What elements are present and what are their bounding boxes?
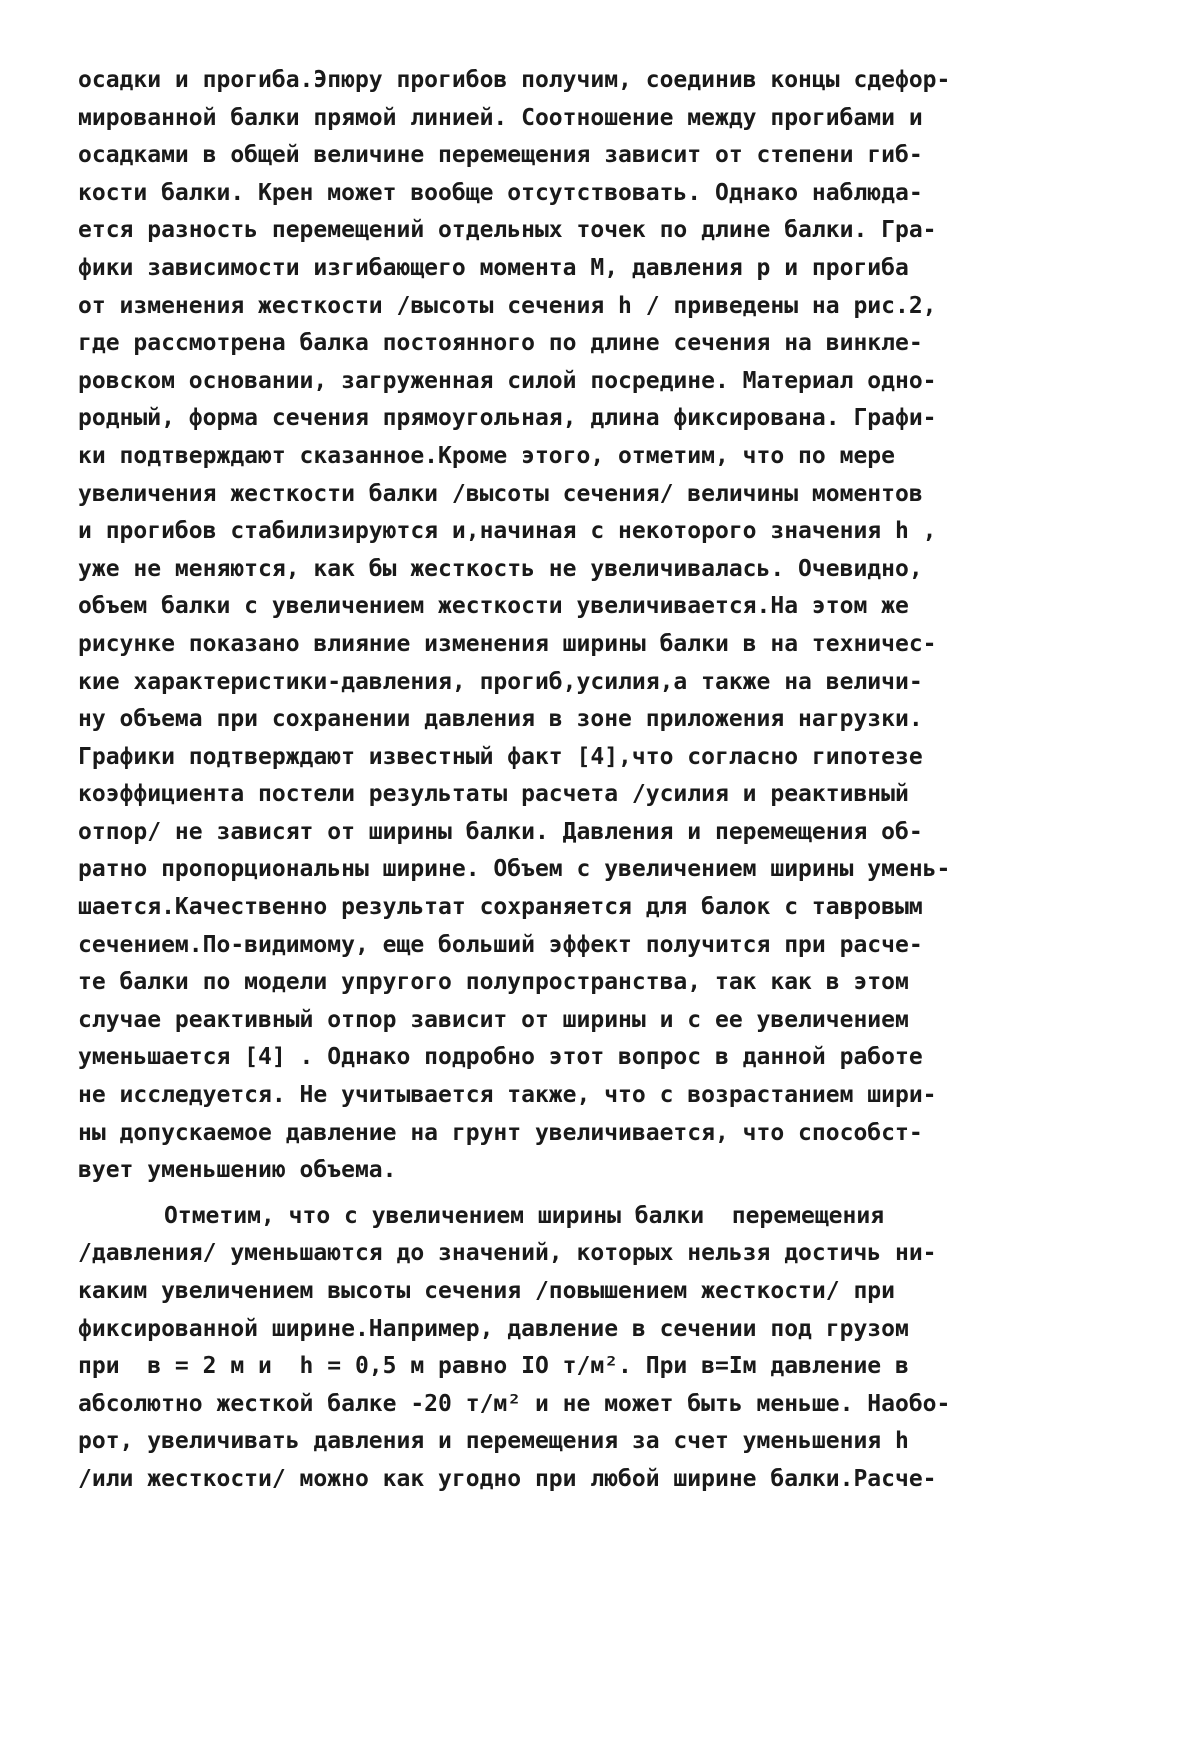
text-line: ки подтверждают сказанное.Кроме этого, отметим, что по мере <box>78 442 895 469</box>
text-line: шается.Качественно результат сохраняется для балок с тавровым <box>78 894 923 921</box>
text-line: каким увеличением высоты сечения /повышением жесткости/ при <box>78 1278 895 1304</box>
text-line: уменьшается [4] . Однако подробно этот вопрос в данной работе <box>78 1044 923 1071</box>
text-line: родный, форма сечения прямоугольная, длина фиксирована. Графи- <box>78 405 937 432</box>
text-line: кие характеристики-давления, прогиб,усилия,а также на величи- <box>78 668 923 695</box>
text-line: коэффициента постели результаты расчета /усилия и реактивный <box>78 781 909 808</box>
text-line: осадками в общей величине перемещения зависит от степени гиб- <box>78 142 923 169</box>
paragraph-gap <box>78 1190 1138 1198</box>
paragraph-2 <box>78 1198 1138 1499</box>
text-line: мированной балки прямой линией. Соотношение между прогибами и <box>78 104 923 131</box>
text-line: ратно пропорциональны ширине. Объем с увеличением ширины умень- <box>78 856 951 883</box>
text-line: /давления/ уменьшаются до значений, которых нельзя достичь ни- <box>78 1240 937 1267</box>
text-line: не исследуется. Не учитывается также, что с возрастанием шири- <box>78 1082 937 1109</box>
text-line: и прогибов стабилизируются и,начиная с некоторого значения h , <box>78 518 937 545</box>
text-line: Графики подтверждают известный факт [4],что согласно гипотезе <box>78 743 923 770</box>
text-line: ется разность перемещений отдельных точек по длине балки. Гра- <box>78 217 937 244</box>
document-body <box>78 62 1138 1499</box>
text-line: объем балки с увеличением жесткости увеличивается.На этом же <box>78 593 909 620</box>
text-line: ровском основании, загруженная силой посредине. Материал одно- <box>78 367 937 394</box>
text-line: от изменения жесткости /высоты сечения h / приведены на рис.2, <box>78 292 937 319</box>
text-line: ну объема при сохранении давления в зоне приложения нагрузки. <box>78 706 923 733</box>
text-line: кости балки. Крен может вообще отсутствовать. Однако наблюда- <box>78 179 923 206</box>
text-line: фики зависимости изгибающего момента М, давления р и прогиба <box>78 254 909 281</box>
text-line: те балки по модели упругого полупространства, так как в этом <box>78 969 909 996</box>
text-line: при в = 2 м и h = 0,5 м равно IO т/м². При в=Iм давление в <box>78 1353 909 1380</box>
text-line: уже не меняются, как бы жесткость не увеличивалась. Очевидно, <box>78 555 923 582</box>
text-line: увеличения жесткости балки /высоты сечения/ величины моментов <box>78 480 923 507</box>
text-line: абсолютно жесткой балке -20 т/м² и не может быть меньше. Наобо- <box>78 1390 951 1417</box>
text-line: отпор/ не зависят от ширины балки. Давления и перемещения об- <box>78 818 923 845</box>
text-line: рот, увеличивать давления и перемещения за счет уменьшения h <box>78 1428 909 1455</box>
text-line: фиксированной ширине.Например, давление в сечении под грузом <box>78 1315 909 1342</box>
text-line: где рассмотрена балка постоянного по длине сечения на винкле- <box>78 330 923 357</box>
text-line: Отметим, что с увеличением ширины балки перемещения <box>164 1202 885 1229</box>
text-line: сечением.По-видимому, еще больший эффект получится при расче- <box>78 931 923 958</box>
text-line: ны допускаемое давление на грунт увеличивается, что способст- <box>78 1119 923 1146</box>
text-line: вует уменьшению объема. <box>78 1157 397 1184</box>
text-line: /или жесткости/ можно как угодно при любой ширине балки.Расче- <box>78 1465 937 1492</box>
text-line: осадки и прогиба.Эпюру прогибов получим, соединив концы сдефор- <box>78 67 951 93</box>
paragraph-1 <box>78 62 1138 1190</box>
text-line: случае реактивный отпор зависит от ширины и с ее увеличением <box>78 1006 909 1033</box>
text-line: рисунке показано влияние изменения ширины балки в на техничес- <box>78 630 937 657</box>
